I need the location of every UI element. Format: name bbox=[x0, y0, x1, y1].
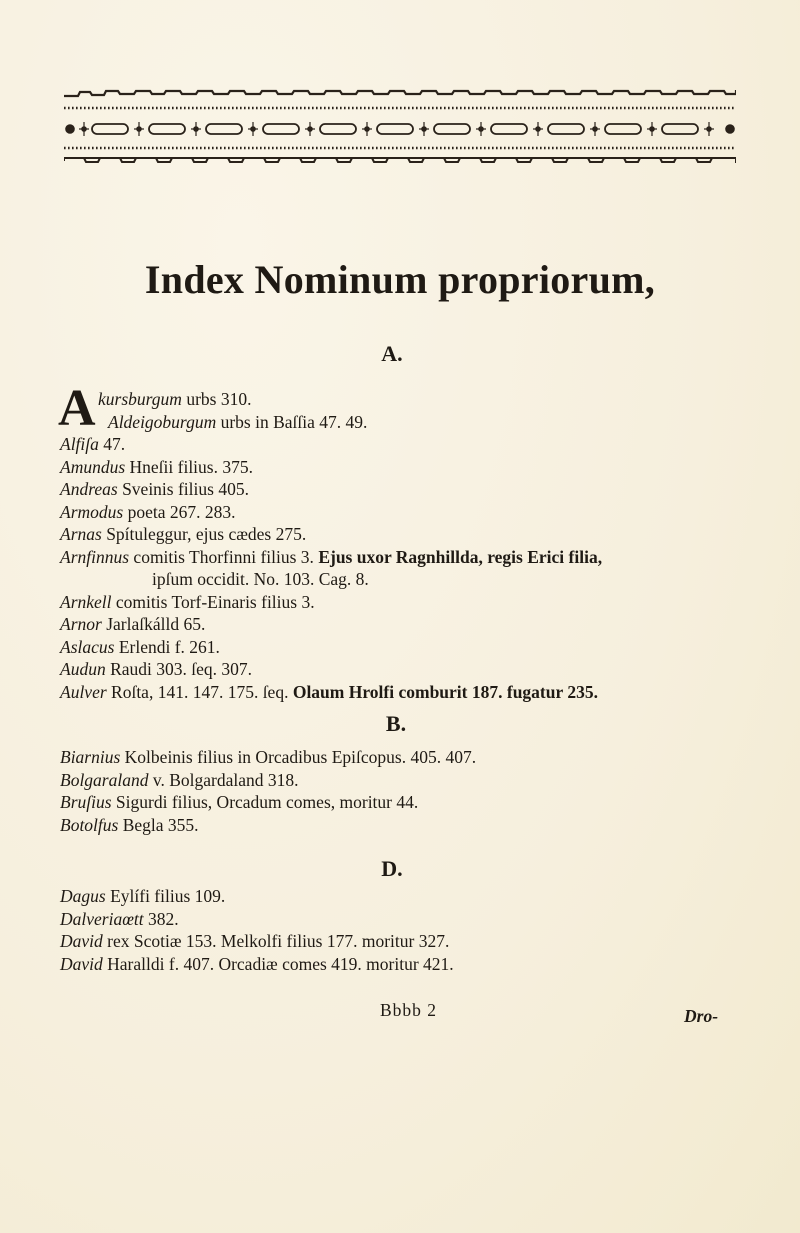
entry-text-bold: Ejus uxor Ragnhillda, regis Erici filia, bbox=[318, 546, 603, 567]
entry-headword: Arnkell bbox=[60, 591, 112, 612]
index-entry bbox=[60, 478, 800, 501]
entry-text: comitis Torf-Einaris filius 3. bbox=[111, 591, 315, 612]
signature-mark: Bbbb 2 bbox=[380, 1000, 438, 1020]
entry-text: urbs 310. bbox=[181, 389, 252, 409]
entry-text: rex Scotiæ 153. Melkolfi filius 177. moritur 327. bbox=[102, 931, 450, 951]
entry-headword: kursburgum bbox=[98, 389, 182, 409]
index-entry bbox=[60, 769, 800, 792]
index-entry bbox=[60, 930, 800, 953]
entry-headword: Armodus bbox=[60, 501, 124, 522]
entry-text: poeta 267. 283. bbox=[123, 501, 236, 522]
index-entry bbox=[60, 814, 800, 837]
entry-headword: Dalveriaœtt bbox=[60, 908, 144, 929]
entry-headword: Dagus bbox=[60, 886, 106, 906]
index-entry bbox=[60, 433, 800, 456]
index-section-a bbox=[58, 380, 800, 703]
entry-headword: David bbox=[60, 931, 103, 951]
index-entry bbox=[60, 411, 800, 434]
entry-headword: Aulver bbox=[60, 681, 107, 702]
entry-text: Roſta, 141. 147. 175. ſeq. bbox=[106, 681, 293, 702]
entry-text: Kolbeinis filius in Orcadibus Epiſcopus. 405. 407. bbox=[120, 747, 477, 767]
entry-headword: Alfiſa bbox=[60, 434, 99, 454]
section-heading-b: B. bbox=[385, 711, 407, 736]
entry-headword: Arnas bbox=[60, 524, 102, 544]
index-entry bbox=[60, 523, 800, 546]
entry-text: Begla 355. bbox=[118, 814, 199, 835]
entry-text: 47. bbox=[98, 434, 126, 454]
entry-text: urbs in Baſſia 47. 49. bbox=[216, 411, 368, 432]
entry-text: 382. bbox=[143, 908, 179, 929]
entry-text: comitis Thorfinni filius 3. bbox=[129, 546, 319, 567]
entry-text: Erlendi f. 261. bbox=[114, 636, 220, 657]
entry-headword: Aslacus bbox=[60, 636, 115, 657]
entry-headword: Bruſius bbox=[60, 792, 112, 812]
section-heading-d: D. bbox=[381, 856, 403, 881]
index-entry bbox=[60, 681, 800, 704]
ornament-wave-rule-bottom bbox=[64, 156, 736, 166]
index-entry bbox=[60, 613, 800, 636]
ornament-wave-rule-top bbox=[64, 88, 736, 98]
index-entry bbox=[60, 791, 800, 814]
entry-text: v. Bolgardaland 318. bbox=[148, 769, 299, 790]
index-section-d bbox=[60, 885, 800, 975]
entry-text-bold: Olaum Hrolfi comburit 187. fugatur 235. bbox=[292, 681, 598, 702]
index-section-b bbox=[60, 746, 800, 836]
index-entry bbox=[60, 546, 800, 569]
index-entry bbox=[60, 636, 800, 659]
index-entry-continuation: ipſum occidit. No. 103. Cag. 8. bbox=[152, 569, 369, 589]
entry-headword: Bolgaraland bbox=[60, 769, 149, 790]
entry-headword: Aldeigoburgum bbox=[108, 411, 217, 432]
index-entry bbox=[60, 908, 800, 931]
index-entry bbox=[60, 456, 800, 479]
index-entry bbox=[60, 885, 800, 908]
entry-text: Hneſii filius. 375. bbox=[125, 456, 253, 477]
entry-text: Sveinis filius 405. bbox=[117, 479, 249, 499]
entry-headword: Arnor bbox=[60, 614, 102, 634]
ornament-dotted-rule-top bbox=[64, 106, 736, 110]
index-entry bbox=[60, 591, 800, 614]
entry-headword: Andreas bbox=[60, 479, 118, 499]
entry-text: Eylífi filius 109. bbox=[105, 886, 226, 906]
entry-headword: Arnfinnus bbox=[60, 546, 130, 567]
catchword: Dro- bbox=[684, 1006, 719, 1026]
entry-headword: Biarnius bbox=[60, 747, 121, 767]
entry-headword: David bbox=[60, 953, 103, 974]
entry-headword: Amundus bbox=[60, 456, 126, 477]
index-entry bbox=[60, 501, 800, 524]
entry-headword: Botolfus bbox=[60, 814, 119, 835]
entry-text: Spítuleggur, ejus cædes 275. bbox=[101, 524, 307, 544]
index-entry bbox=[60, 658, 800, 681]
entry-text: Sigurdi filius, Orcadum comes, moritur 44. bbox=[111, 792, 419, 812]
drop-cap: A bbox=[58, 380, 96, 437]
entry-text: Haralldi f. 407. Orcadiæ comes 419. moritur 421. bbox=[102, 953, 454, 974]
entry-text: Raudi 303. ſeq. 307. bbox=[105, 659, 253, 679]
index-entry bbox=[60, 953, 800, 976]
section-heading-a: A. bbox=[381, 341, 403, 366]
page-title: Index Nominum propriorum, bbox=[144, 257, 656, 302]
entry-headword: Audun bbox=[60, 659, 106, 679]
ornament-dotted-rule-bottom bbox=[64, 146, 736, 150]
entry-text: Jarlaſkálld 65. bbox=[101, 614, 206, 634]
index-entry bbox=[60, 746, 800, 769]
ornament-chain-border bbox=[64, 120, 736, 138]
